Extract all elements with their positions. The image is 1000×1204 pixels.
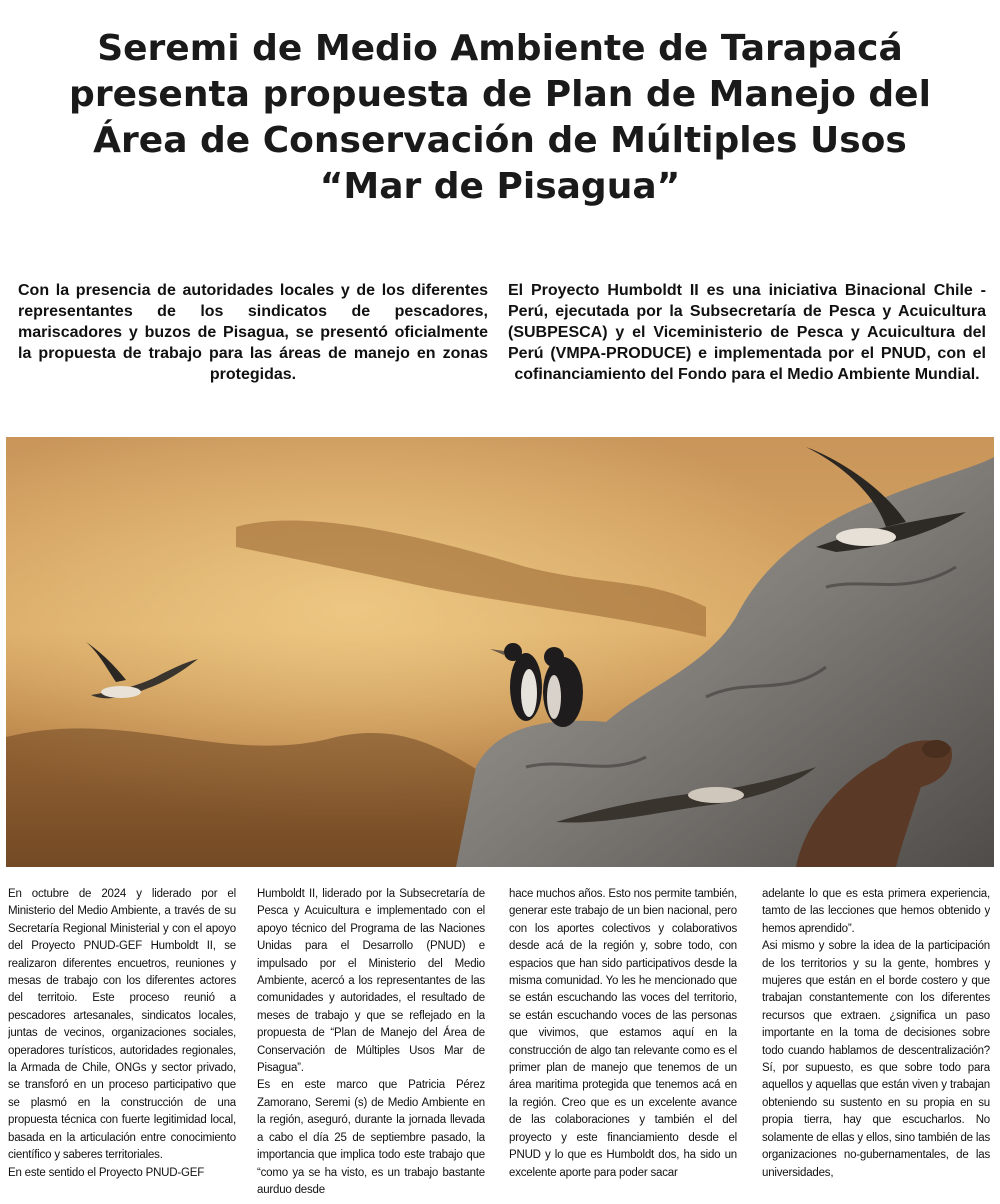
article-photo xyxy=(6,437,994,867)
paragraph: Es en este marco que Patricia Pérez Zamorano, Seremi (s) de Medio Ambiente en la región, aseguró, durante la jornada llevada a cabo el día 25 de septiembre pasado, la importancia que implica todo este trabajo que “como ya se ha visto, es un trabajo bastante aurduo desde xyxy=(257,1079,485,1196)
headline-line-3: Área de Conservación de Múltiples Usos xyxy=(93,120,907,161)
headline xyxy=(10,26,990,210)
paragraph: Humboldt II, liderado por la Subsecretaría de Pesca y Acuicultura e implementado con el apoyo técnico del Programa de las Naciones Unidas para el Desarrollo (PNUD) e impulsado por el Ministerio del Medio Ambiente, acercó a los representantes de las comunidades y autoridades, el resultado de meses de trabajo y que se reflejado en la propuesta de “Plan de Manejo del Área de Conservación de Múltiples Usos Mar de Pisagua”. xyxy=(257,888,485,1075)
headline-line-1: Seremi de Medio Ambiente de Tarapacá xyxy=(97,28,903,69)
paragraph: Asi mismo y sobre la idea de la participación de los territorios y su la gente, hombres y mujeres que están en el borde costero y que trabajan constantemente con los diferentes recursos que extraen. ¿significa un paso importante en la toma de decisiones sobre todo cuando hablamos de descentralización? Sí, por supuesto, es que sobre todo para aquellos y aquellas que están viven y trabajan obteniendo su sustento en su propia en su propia tierra, hay que escucharlos. No solamente de ellas y ellos, sino también de las organizaciones no-gubernamentales, de las universidades, xyxy=(762,940,990,1179)
headline-line-2: presenta propuesta de Plan de Manejo del xyxy=(69,74,931,115)
lead-summary: Con la presencia de autoridades locales y de los diferentes representantes de los sindicatos de pescadores, mariscadores y buzos de Pisagua, se presentó oficialmente la propuesta de trabajo para las áreas de manejo en zonas protegidas. xyxy=(18,282,488,383)
paragraph: En octubre de 2024 y liderado por el Ministerio del Medio Ambiente, a través de su Secretaría Regional Ministerial y con el apoyo del Proyecto PNUD-GEF Humboldt II, se realizaron diferentes encuetros, reuniones y mesas de trabajo con los diferentes actores del territoio. Este proceso reunió a pescadores artesanales, sindicatos locales, juntas de vecinos, organizaciones sociales, operadores turísticos, autoridades regionales, la Armada de Chile, ONGs y sector privado, se transforó en un proceso participativo que se plasmó en la construcción de una propuesta técnica con fuerte legitimidad local, basada en la articulación entre conocimiento científico y saberes territoriales. xyxy=(8,888,236,1162)
headline-line-4: “Mar de Pisagua” xyxy=(319,166,681,207)
article-column-1 xyxy=(8,886,236,1196)
paragraph: hace muchos años. Esto nos permite también, generar este trabajo de un bien nacional, pero con los aportes colectivos y colaborativos desde acá de la región y, sobre todo, con espacios que han sido participativos desde la misma comunidad. Yo les he mencionado que se están escuchando las voces del territorio, se están escuchando voces de las personas que vivimos, que estamos aquí en la construcción de algo tan relevante como es el primer plan de manejo que tenemos de un área maritima protegida que tenemos acá en la región. Creo que es un excelente avance de las colaboraciones y también el del proyecto y este financiamiento desde el PNUD y lo que es Humboldt dos, ha sido un excelente aporte para poder sacar xyxy=(509,888,737,1179)
article-column-2 xyxy=(257,886,485,1196)
article-column-4 xyxy=(762,886,990,1196)
paragraph: En este sentido el Proyecto PNUD-GEF xyxy=(8,1166,205,1179)
lead-project-info: El Proyecto Humboldt II es una iniciativa Binacional Chile - Perú, ejecutada por la Subsecretaría de Pesca y Acuicultura (SUBPESCA) y el Viceministerio de Pesca y Acuicultura del Perú (VMPA-PRODUCE) e implementada por el PNUD, con el cofinanciamiento del Fondo para el Medio Ambiente Mundial. xyxy=(508,282,986,383)
paragraph: adelante lo que es esta primera experiencia, tamto de las lecciones que hemos obtenido y hemos aprendido”. xyxy=(762,888,990,935)
penguins-on-rocks-illustration xyxy=(6,437,994,867)
article-column-3 xyxy=(509,886,737,1196)
